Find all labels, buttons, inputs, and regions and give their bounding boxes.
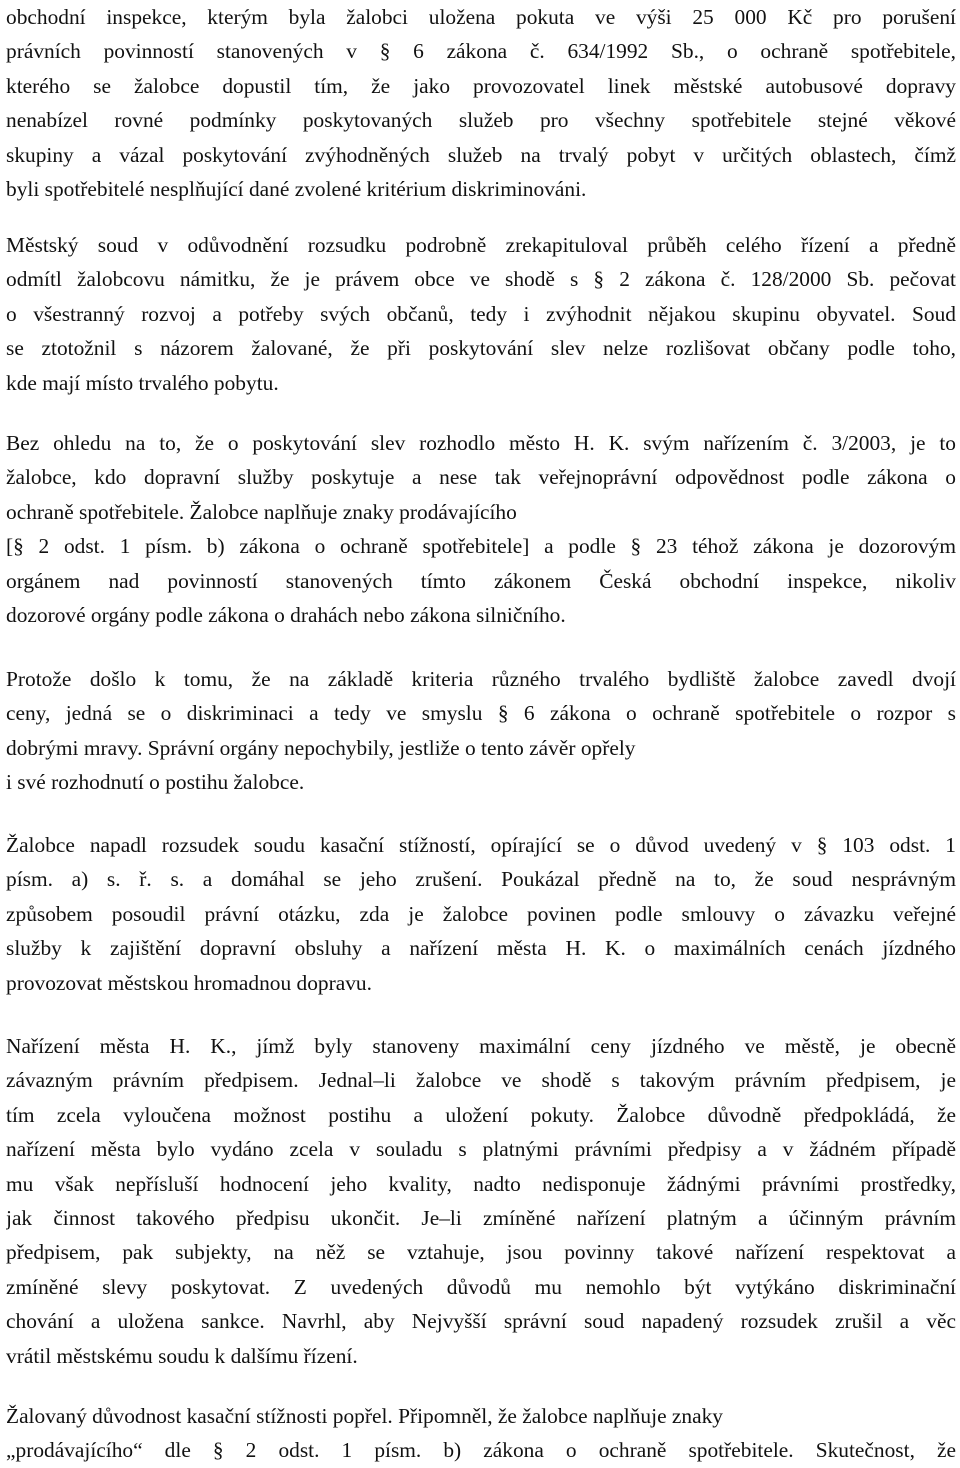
text-line: právních povinností stanovených v § 6 zákona č. 634/1992 Sb., o ochraně spotřebitele, <box>6 39 956 64</box>
text-line: Bez ohledu na to, že o poskytování slev rozhodlo město H. K. svým nařízením č. 3/2003, je to <box>6 431 956 455</box>
text-line: žalobce, kdo dopravní služby poskytuje a nese tak veřejnoprávní odpovědnost podle zákona o <box>6 465 956 490</box>
text-line: ceny, jedná se o diskriminaci a tedy ve smyslu § 6 zákona o ochraně spotřebitele o rozpor s <box>6 701 956 726</box>
text-line: odmítl žalobcovu námitku, že je právem obce ve shodě s § 2 zákona č. 128/2000 Sb. pečovat <box>6 267 956 292</box>
paragraph-defendant-response <box>6 1399 956 1468</box>
paragraph-city-court-reasoning <box>6 228 956 400</box>
text-line: „prodávajícího“ dle § 2 odst. 1 písm. b) zákona o ochraně spotřebitele. Skutečnost, že <box>6 1438 956 1463</box>
paragraph-plaintiff-responsibility <box>6 426 956 632</box>
text-line: tím zcela vyloučena možnost postihu a uložení pokuty. Žalobce důvodně předpokládá, že <box>6 1102 956 1127</box>
text-line: Městský soud v odůvodnění rozsudku podrobně zrekapituloval průběh celého řízení a předně <box>6 233 956 257</box>
text-line: způsobem posoudil právní otázku, zda je žalobce povinen podle smlouvy o závazku veřejné <box>6 901 956 926</box>
text-line: chování a uložena sankce. Navrhl, aby Nejvyšší správní soud napadený rozsudek zrušil a věc <box>6 1309 956 1334</box>
text-line: o všestranný rozvoj a potřeby svých občanů, tedy i zvýhodnit nějakou skupinu obyvatel. Soud <box>6 301 956 326</box>
text-line: vrátil městskému soudu k dalšímu řízení. <box>6 1343 358 1368</box>
paragraph-cassation-complaint <box>6 828 956 1000</box>
text-line: dobrými mravy. Správní orgány nepochybily, jestliže o tento závěr opřely <box>6 735 636 760</box>
text-line: orgánem nad povinností stanovených tímto zákonem Česká obchodní inspekce, nikoliv <box>6 568 956 593</box>
text-line: skupiny a vázal poskytování zvýhodněných služeb na trvalý pobyt v určitých oblastech, čímž <box>6 142 956 167</box>
text-line: ochraně spotřebitele. Žalobce naplňuje znaky prodávajícího <box>6 499 517 524</box>
text-line: [§ 2 odst. 1 písm. b) zákona o ochraně spotřebitele] a podle § 23 téhož zákona je dozorovým <box>6 534 956 559</box>
text-line: dozorové orgány podle zákona o drahách nebo zákona silničního. <box>6 603 566 628</box>
text-line: zmíněné slevy poskytovat. Z uvedených důvodů mu nemohlo být vytýkáno diskriminační <box>6 1274 956 1299</box>
text-line: předpisem, pak subjekty, na něž se vztahuje, jsou povinny takové nařízení respektovat a <box>6 1240 956 1265</box>
text-line: Nařízení města H. K., jímž byly stanoveny maximální ceny jízdného ve městě, je obecně <box>6 1034 956 1058</box>
text-line: Žalobce napadl rozsudek soudu kasační stížností, opírající se o důvod uvedený v § 103 odst. 1 <box>6 833 956 857</box>
text-line: mu však nepřísluší hodnocení jeho kvality, nadto nedisponuje žádnými právními prostředky, <box>6 1171 956 1196</box>
text-line: byli spotřebitelé nesplňující dané zvolené kritérium diskriminováni. <box>6 177 587 202</box>
text-line: obchodní inspekce, kterým byla žalobci uložena pokuta ve výši 25 000 Kč pro porušení <box>6 5 956 29</box>
text-line: i své rozhodnutí o postihu žalobce. <box>6 770 305 795</box>
paragraph-inspection-fine <box>6 0 956 206</box>
text-line: provozovat městskou hromadnou dopravu. <box>6 970 372 995</box>
text-line: se ztotožnil s názorem žalované, že při poskytování slev nelze rozlišovat občany podle toho, <box>6 336 956 361</box>
text-line: služby k zajištění dopravní obsluhy a nařízení města H. K. o maximálních cenách jízdného <box>6 936 956 961</box>
text-line: Protože došlo k tomu, že na základě kriteria různého trvalého bydliště žalobce zavedl dvojí <box>6 667 956 691</box>
text-line: Žalovaný důvodnost kasační stížnosti popřel. Připomněl, že žalobce naplňuje znaky <box>6 1404 723 1428</box>
text-line: nenabízel rovné podmínky poskytovaných služeb pro všechny spotřebitele stejné věkové <box>6 108 956 133</box>
text-line: kterého se žalobce dopustil tím, že jako provozovatel linek městské autobusové dopravy <box>6 73 956 98</box>
paragraph-city-regulation <box>6 1029 956 1373</box>
text-line: nařízení města bylo vydáno zcela v souladu s platnými právními předpisy a v žádném případě <box>6 1137 956 1162</box>
text-line: jak činnost takového předpisu ukončit. Je–li zmíněné nařízení platným a účinným právním <box>6 1206 956 1231</box>
text-line: kde mají místo trvalého pobytu. <box>6 370 279 395</box>
paragraph-discrimination <box>6 662 956 800</box>
text-line: písm. a) s. ř. s. a domáhal se jeho zrušení. Poukázal předně na to, že soud nesprávným <box>6 867 956 892</box>
text-line: závazným právním předpisem. Jednal–li žalobce ve shodě s takovým právním předpisem, je <box>6 1068 956 1093</box>
